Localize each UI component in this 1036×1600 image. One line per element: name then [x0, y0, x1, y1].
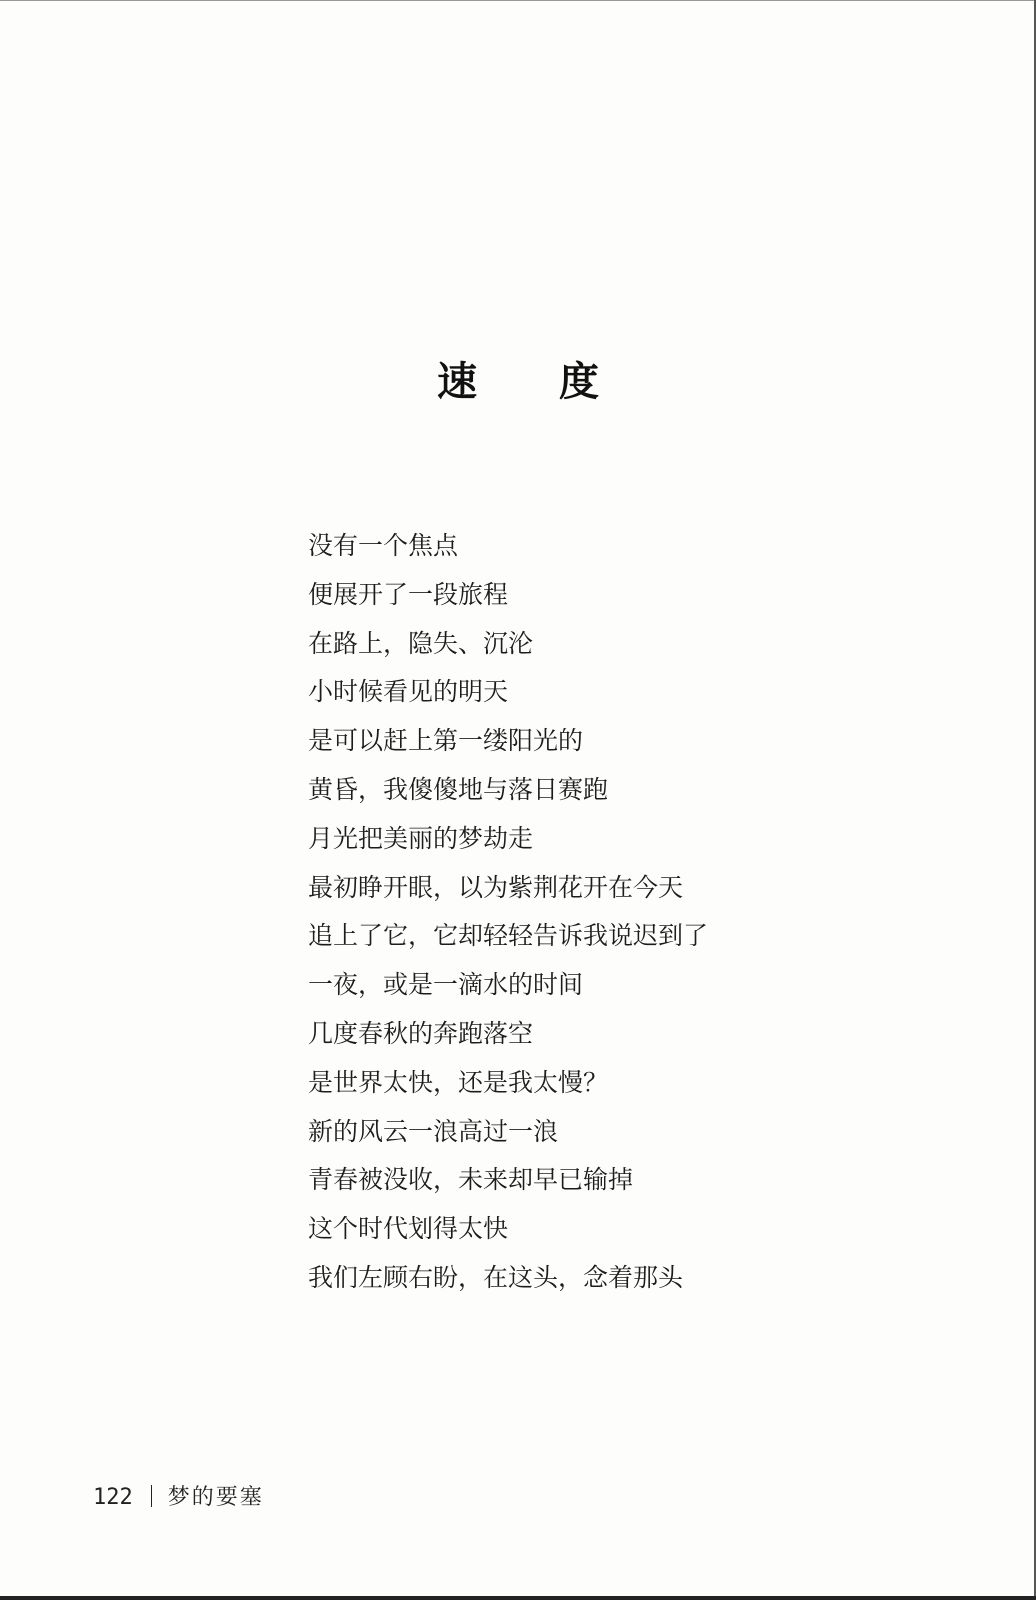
poem-line: 新的风云一浪高过一浪: [308, 1116, 559, 1146]
poem-line: 青春被没收，未来却早已输掉: [308, 1165, 634, 1195]
poem-line: 追上了它，它却轻轻告诉我说迟到了: [308, 921, 709, 951]
poem-body: [308, 526, 708, 1307]
poem-line: 月光把美丽的梦劫走: [308, 823, 534, 853]
poem-line: 便展开了一段旅程: [308, 579, 509, 609]
book-title: 梦的要塞: [167, 1485, 264, 1510]
poem-line: 一夜，或是一滴水的时间: [308, 970, 584, 1000]
poem-line: 黄昏，我傻傻地与落日赛跑: [308, 774, 609, 804]
page-top-edge: [0, 0, 1036, 1]
poem-line: 是世界太快，还是我太慢？: [308, 1067, 609, 1097]
poem-title: 速 度: [437, 358, 633, 405]
footer-divider: [151, 1485, 152, 1507]
poem-line: 最初睁开眼，以为紫荆花开在今天: [308, 872, 684, 902]
poem-line: 在路上，隐失、沉沦: [308, 628, 534, 658]
page-number: 122: [93, 1485, 133, 1510]
poem-line: 小时候看见的明天: [308, 677, 509, 707]
poem-line: 几度春秋的奔跑落空: [308, 1018, 534, 1048]
poem-line: 我们左顾右盼，在这头，念着那头: [308, 1262, 684, 1292]
page-bottom-edge: [0, 1596, 1036, 1600]
poem-line: 这个时代划得太快: [308, 1214, 509, 1244]
poem-line: 是可以赶上第一缕阳光的: [308, 726, 584, 756]
page-footer: [93, 1480, 264, 1511]
poem-line: 没有一个焦点: [308, 531, 459, 560]
